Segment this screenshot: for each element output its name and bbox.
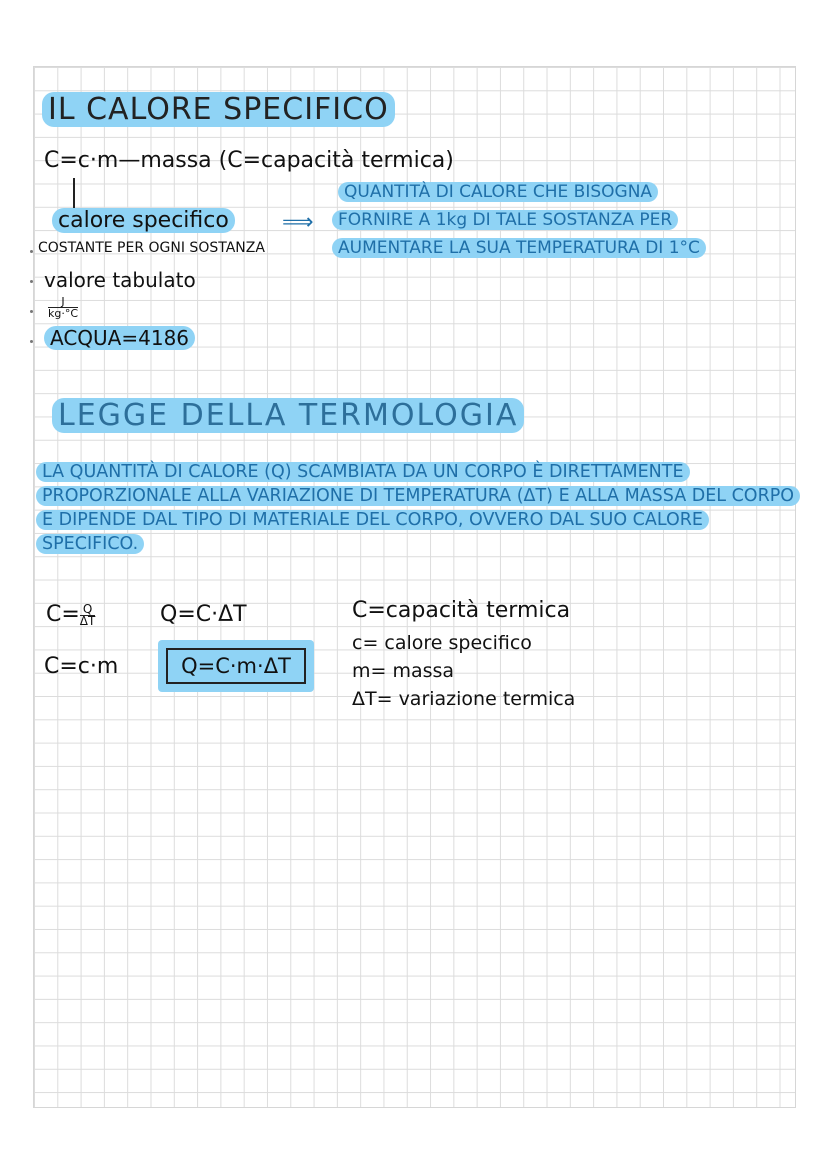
unit-fraction — [48, 296, 78, 319]
water-value: ACQUA=4186 — [44, 326, 195, 350]
definition-line-3: AUMENTARE LA SUA TEMPERATURA DI 1°C — [332, 238, 706, 258]
implies-arrow-icon: ⟹ — [282, 210, 314, 235]
definition-line-2: FORNIRE A 1kg DI TALE SOSTANZA PER — [332, 210, 678, 230]
boxed-heat-formula: Q=C·m·ΔT — [166, 648, 306, 684]
bullet-dot — [30, 250, 33, 253]
capacity-ratio-formula: C= $\frac{Q}{\Delta T}$ — [46, 601, 96, 628]
legend-capacity: C=capacità termica — [352, 598, 571, 623]
bullet-dot — [30, 280, 33, 283]
heat-formula-1: Q=C·ΔT — [160, 602, 247, 627]
definition-line-1: QUANTITÀ DI CALORE CHE BISOGNA — [338, 182, 658, 202]
legend-temp-variation: ΔT= variazione termica — [352, 688, 576, 710]
unit-numerator: J — [48, 296, 78, 308]
ratio-numerator: Q — [80, 604, 96, 616]
bullet-tabulated: valore tabulato — [44, 268, 196, 292]
ratio-denominator: ΔT — [79, 613, 96, 628]
capacity-formula-line: C=c·m—massa (C=capacità termica) — [44, 148, 454, 173]
law-paragraph: LA QUANTITÀ DI CALORE (Q) SCAMBIATA DA UN CORPO È DIRETTAMENTE PROPORZIONALE ALLA VARIAZIONE DI TEMPERATURA (ΔT) E ALLA MASSA DEL CORPO E DIPENDE DAL TIPO DI MATERIALE DEL CORPO, OVVERO DAL SUO CALORE SPECIFICO. — [36, 460, 796, 556]
section-title-specific-heat: IL CALORE SPECIFICO — [42, 92, 395, 127]
bullet-dot — [30, 310, 33, 313]
bullet-constant: COSTANTE PER OGNI SOSTANZA — [38, 240, 265, 256]
connector-line — [73, 178, 75, 208]
bullet-dot — [30, 340, 33, 343]
unit-denominator: kg·°C — [48, 307, 79, 320]
specific-heat-label: calore specifico — [52, 208, 235, 233]
boxed-formula-highlight — [158, 640, 314, 692]
capacity-mass-formula: C=c·m — [44, 654, 119, 679]
legend-mass: m= massa — [352, 660, 455, 682]
legend-specific-heat: c= calore specifico — [352, 632, 532, 654]
section-title-law: LEGGE DELLA TERMOLOGIA — [52, 398, 524, 433]
